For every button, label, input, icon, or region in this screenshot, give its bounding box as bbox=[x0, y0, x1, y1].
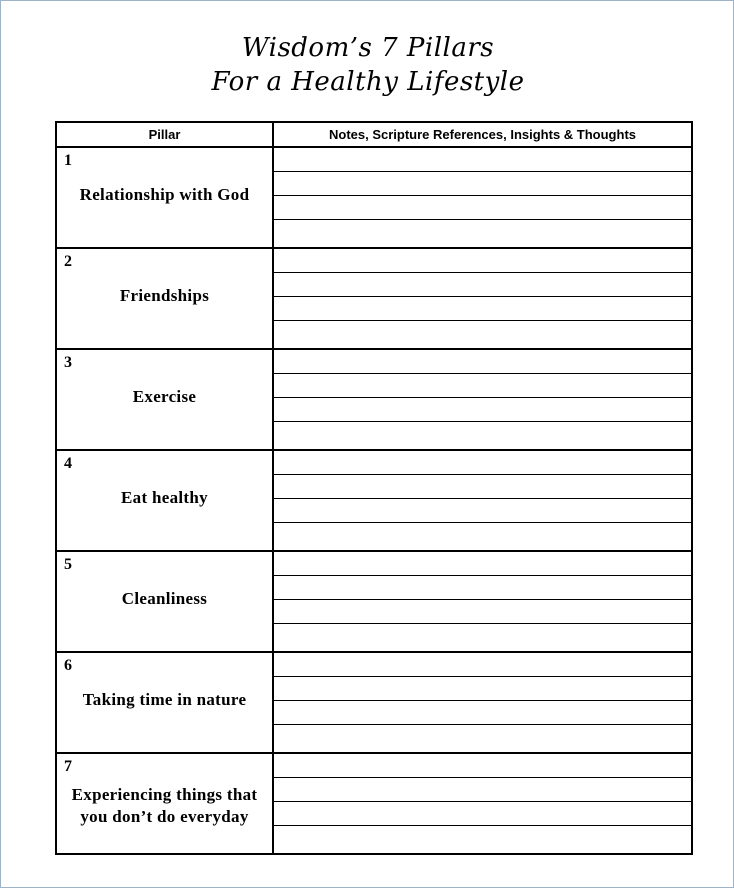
table-row bbox=[56, 753, 692, 854]
note-line[interactable] bbox=[274, 778, 691, 802]
pillar-number: 6 bbox=[64, 657, 72, 674]
table-row bbox=[56, 450, 692, 551]
note-line[interactable] bbox=[274, 725, 691, 752]
note-line[interactable] bbox=[274, 701, 691, 725]
pillar-column-header: Pillar bbox=[56, 122, 273, 147]
note-line[interactable] bbox=[274, 321, 691, 348]
note-line[interactable] bbox=[274, 802, 691, 826]
note-line[interactable] bbox=[274, 826, 691, 853]
pillar-cell bbox=[56, 349, 273, 450]
notes-cell[interactable] bbox=[273, 551, 692, 652]
notes-cell[interactable] bbox=[273, 147, 692, 248]
pillar-cell bbox=[56, 147, 273, 248]
pillar-number: 3 bbox=[64, 354, 72, 371]
pillar-cell bbox=[56, 652, 273, 753]
note-line[interactable] bbox=[274, 273, 691, 297]
pillar-name: Exercise bbox=[132, 387, 197, 406]
note-line[interactable] bbox=[274, 297, 691, 321]
page-title-line-1: Wisdom’s 7 Pillars bbox=[241, 33, 495, 63]
note-line[interactable] bbox=[274, 552, 691, 576]
pillar-cell bbox=[56, 753, 273, 854]
note-line[interactable] bbox=[274, 374, 691, 398]
notes-cell[interactable] bbox=[273, 753, 692, 854]
table-row bbox=[56, 652, 692, 753]
pillar-cell bbox=[56, 450, 273, 551]
pillar-name: Eat healthy bbox=[121, 488, 208, 507]
table-header-row bbox=[56, 122, 692, 147]
note-line[interactable] bbox=[274, 350, 691, 374]
pillar-cell bbox=[56, 248, 273, 349]
pillar-number: 2 bbox=[64, 253, 72, 270]
pillar-name: Friendships bbox=[119, 286, 210, 305]
note-line[interactable] bbox=[274, 576, 691, 600]
note-line[interactable] bbox=[274, 220, 691, 247]
page-title-line-2: For a Healthy Lifestyle bbox=[211, 67, 525, 97]
notes-cell[interactable] bbox=[273, 248, 692, 349]
pillar-name: Cleanliness bbox=[121, 589, 208, 608]
note-line[interactable] bbox=[274, 398, 691, 422]
pillar-name: Experiencing things that you don’t do everyday bbox=[71, 785, 258, 826]
pillar-number: 4 bbox=[64, 455, 72, 472]
note-line[interactable] bbox=[274, 172, 691, 196]
pillars-table bbox=[55, 121, 693, 855]
note-line[interactable] bbox=[274, 451, 691, 475]
notes-cell[interactable] bbox=[273, 652, 692, 753]
table-row bbox=[56, 248, 692, 349]
note-line[interactable] bbox=[274, 148, 691, 172]
note-line[interactable] bbox=[274, 499, 691, 523]
table-row bbox=[56, 551, 692, 652]
note-line[interactable] bbox=[274, 523, 691, 550]
note-line[interactable] bbox=[274, 475, 691, 499]
pillar-number: 1 bbox=[64, 152, 72, 169]
notes-cell[interactable] bbox=[273, 450, 692, 551]
note-line[interactable] bbox=[274, 754, 691, 778]
note-line[interactable] bbox=[274, 677, 691, 701]
note-line[interactable] bbox=[274, 196, 691, 220]
note-line[interactable] bbox=[274, 624, 691, 651]
pillar-number: 5 bbox=[64, 556, 72, 573]
pillar-number: 7 bbox=[64, 758, 72, 775]
notes-cell[interactable] bbox=[273, 349, 692, 450]
pillar-name: Taking time in nature bbox=[82, 690, 247, 709]
note-line[interactable] bbox=[274, 653, 691, 677]
note-line[interactable] bbox=[274, 422, 691, 449]
note-line[interactable] bbox=[274, 600, 691, 624]
notes-column-header: Notes, Scripture References, Insights & Thoughts bbox=[273, 122, 692, 147]
pillar-name: Relationship with God bbox=[79, 185, 250, 204]
table-row bbox=[56, 147, 692, 248]
table-row bbox=[56, 349, 692, 450]
note-line[interactable] bbox=[274, 249, 691, 273]
pillar-cell bbox=[56, 551, 273, 652]
